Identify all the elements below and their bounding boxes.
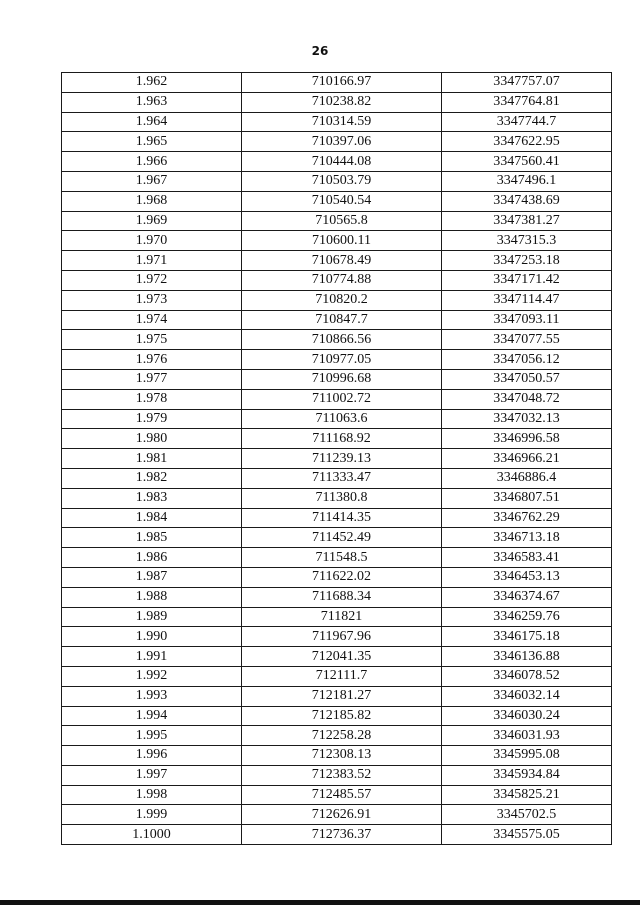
table-row [62, 429, 612, 449]
table-row [62, 92, 612, 112]
table-row [62, 607, 612, 627]
page-number: 26 [311, 44, 329, 58]
point-id-cell: 1.991 [62, 647, 242, 667]
x-coordinate-cell: 712185.82 [242, 706, 442, 726]
table-row [62, 468, 612, 488]
x-coordinate-cell: 711622.02 [242, 567, 442, 587]
x-coordinate-cell: 712258.28 [242, 726, 442, 746]
y-coordinate-cell: 3346583.41 [442, 548, 612, 568]
table-row [62, 270, 612, 290]
table-row [62, 449, 612, 469]
point-id-cell: 1.984 [62, 508, 242, 528]
y-coordinate-cell: 3346453.13 [442, 567, 612, 587]
point-id-cell: 1.998 [62, 785, 242, 805]
y-coordinate-cell: 3345934.84 [442, 765, 612, 785]
table-row [62, 152, 612, 172]
point-id-cell: 1.972 [62, 270, 242, 290]
table-row [62, 706, 612, 726]
point-id-cell: 1.983 [62, 488, 242, 508]
table-row [62, 627, 612, 647]
y-coordinate-cell: 3347114.47 [442, 290, 612, 310]
table-row [62, 330, 612, 350]
point-id-cell: 1.1000 [62, 825, 242, 845]
x-coordinate-cell: 710977.05 [242, 350, 442, 370]
x-coordinate-cell: 710996.68 [242, 369, 442, 389]
table-row [62, 132, 612, 152]
point-id-cell: 1.995 [62, 726, 242, 746]
table-row [62, 290, 612, 310]
table-row [62, 805, 612, 825]
y-coordinate-cell: 3347253.18 [442, 251, 612, 271]
y-coordinate-cell: 3347032.13 [442, 409, 612, 429]
x-coordinate-cell: 710540.54 [242, 191, 442, 211]
x-coordinate-cell: 712383.52 [242, 765, 442, 785]
table-row [62, 488, 612, 508]
table-row [62, 666, 612, 686]
table-body [62, 73, 612, 845]
x-coordinate-cell: 711821 [242, 607, 442, 627]
x-coordinate-cell: 712485.57 [242, 785, 442, 805]
table-row [62, 251, 612, 271]
y-coordinate-cell: 3347050.57 [442, 369, 612, 389]
y-coordinate-cell: 3347744.7 [442, 112, 612, 132]
x-coordinate-cell: 710397.06 [242, 132, 442, 152]
point-id-cell: 1.986 [62, 548, 242, 568]
y-coordinate-cell: 3347077.55 [442, 330, 612, 350]
table-row [62, 765, 612, 785]
point-id-cell: 1.992 [62, 666, 242, 686]
bottom-rule [0, 900, 640, 905]
y-coordinate-cell: 3347764.81 [442, 92, 612, 112]
x-coordinate-cell: 710565.8 [242, 211, 442, 231]
point-id-cell: 1.966 [62, 152, 242, 172]
table-row [62, 587, 612, 607]
x-coordinate-cell: 711239.13 [242, 449, 442, 469]
point-id-cell: 1.970 [62, 231, 242, 251]
point-id-cell: 1.962 [62, 73, 242, 93]
y-coordinate-cell: 3346175.18 [442, 627, 612, 647]
y-coordinate-cell: 3347056.12 [442, 350, 612, 370]
point-id-cell: 1.980 [62, 429, 242, 449]
y-coordinate-cell: 3346259.76 [442, 607, 612, 627]
x-coordinate-cell: 711452.49 [242, 528, 442, 548]
table-row [62, 409, 612, 429]
table-row [62, 350, 612, 370]
table-row [62, 508, 612, 528]
y-coordinate-cell: 3346966.21 [442, 449, 612, 469]
y-coordinate-cell: 3346032.14 [442, 686, 612, 706]
y-coordinate-cell: 3347048.72 [442, 389, 612, 409]
table-row [62, 310, 612, 330]
x-coordinate-cell: 712736.37 [242, 825, 442, 845]
coordinates-table [61, 72, 612, 845]
y-coordinate-cell: 3346078.52 [442, 666, 612, 686]
point-id-cell: 1.982 [62, 468, 242, 488]
point-id-cell: 1.987 [62, 567, 242, 587]
y-coordinate-cell: 3347757.07 [442, 73, 612, 93]
point-id-cell: 1.999 [62, 805, 242, 825]
point-id-cell: 1.964 [62, 112, 242, 132]
table-row [62, 825, 612, 845]
x-coordinate-cell: 712626.91 [242, 805, 442, 825]
point-id-cell: 1.996 [62, 746, 242, 766]
x-coordinate-cell: 710678.49 [242, 251, 442, 271]
x-coordinate-cell: 711168.92 [242, 429, 442, 449]
point-id-cell: 1.981 [62, 449, 242, 469]
y-coordinate-cell: 3346374.67 [442, 587, 612, 607]
x-coordinate-cell: 710600.11 [242, 231, 442, 251]
table-row [62, 389, 612, 409]
point-id-cell: 1.974 [62, 310, 242, 330]
point-id-cell: 1.968 [62, 191, 242, 211]
y-coordinate-cell: 3347622.95 [442, 132, 612, 152]
table-row [62, 647, 612, 667]
table-row [62, 567, 612, 587]
point-id-cell: 1.975 [62, 330, 242, 350]
table-row [62, 548, 612, 568]
table-row [62, 211, 612, 231]
y-coordinate-cell: 3346136.88 [442, 647, 612, 667]
x-coordinate-cell: 710774.88 [242, 270, 442, 290]
table-row [62, 686, 612, 706]
x-coordinate-cell: 710503.79 [242, 171, 442, 191]
y-coordinate-cell: 3347496.1 [442, 171, 612, 191]
y-coordinate-cell: 3346031.93 [442, 726, 612, 746]
table-row [62, 112, 612, 132]
x-coordinate-cell: 711967.96 [242, 627, 442, 647]
x-coordinate-cell: 712308.13 [242, 746, 442, 766]
point-id-cell: 1.967 [62, 171, 242, 191]
y-coordinate-cell: 3345575.05 [442, 825, 612, 845]
x-coordinate-cell: 711548.5 [242, 548, 442, 568]
point-id-cell: 1.978 [62, 389, 242, 409]
point-id-cell: 1.963 [62, 92, 242, 112]
y-coordinate-cell: 3346807.51 [442, 488, 612, 508]
point-id-cell: 1.985 [62, 528, 242, 548]
point-id-cell: 1.988 [62, 587, 242, 607]
y-coordinate-cell: 3345825.21 [442, 785, 612, 805]
x-coordinate-cell: 712181.27 [242, 686, 442, 706]
y-coordinate-cell: 3346713.18 [442, 528, 612, 548]
y-coordinate-cell: 3347438.69 [442, 191, 612, 211]
point-id-cell: 1.989 [62, 607, 242, 627]
x-coordinate-cell: 712111.7 [242, 666, 442, 686]
y-coordinate-cell: 3346886.4 [442, 468, 612, 488]
y-coordinate-cell: 3346030.24 [442, 706, 612, 726]
x-coordinate-cell: 711414.35 [242, 508, 442, 528]
x-coordinate-cell: 710444.08 [242, 152, 442, 172]
x-coordinate-cell: 710847.7 [242, 310, 442, 330]
point-id-cell: 1.973 [62, 290, 242, 310]
point-id-cell: 1.971 [62, 251, 242, 271]
x-coordinate-cell: 710820.2 [242, 290, 442, 310]
x-coordinate-cell: 711380.8 [242, 488, 442, 508]
x-coordinate-cell: 711333.47 [242, 468, 442, 488]
x-coordinate-cell: 710238.82 [242, 92, 442, 112]
x-coordinate-cell: 711002.72 [242, 389, 442, 409]
point-id-cell: 1.976 [62, 350, 242, 370]
table-row [62, 785, 612, 805]
x-coordinate-cell: 712041.35 [242, 647, 442, 667]
y-coordinate-cell: 3346996.58 [442, 429, 612, 449]
point-id-cell: 1.977 [62, 369, 242, 389]
point-id-cell: 1.990 [62, 627, 242, 647]
point-id-cell: 1.993 [62, 686, 242, 706]
table-row [62, 231, 612, 251]
x-coordinate-cell: 710314.59 [242, 112, 442, 132]
y-coordinate-cell: 3345702.5 [442, 805, 612, 825]
x-coordinate-cell: 710166.97 [242, 73, 442, 93]
x-coordinate-cell: 711688.34 [242, 587, 442, 607]
y-coordinate-cell: 3347171.42 [442, 270, 612, 290]
table-row [62, 746, 612, 766]
y-coordinate-cell: 3347093.11 [442, 310, 612, 330]
table-row [62, 369, 612, 389]
y-coordinate-cell: 3345995.08 [442, 746, 612, 766]
y-coordinate-cell: 3347315.3 [442, 231, 612, 251]
table-row [62, 726, 612, 746]
point-id-cell: 1.994 [62, 706, 242, 726]
point-id-cell: 1.969 [62, 211, 242, 231]
table-row [62, 191, 612, 211]
x-coordinate-cell: 710866.56 [242, 330, 442, 350]
y-coordinate-cell: 3346762.29 [442, 508, 612, 528]
point-id-cell: 1.997 [62, 765, 242, 785]
table-row [62, 528, 612, 548]
y-coordinate-cell: 3347560.41 [442, 152, 612, 172]
point-id-cell: 1.979 [62, 409, 242, 429]
table-row [62, 171, 612, 191]
table-row [62, 73, 612, 93]
point-id-cell: 1.965 [62, 132, 242, 152]
x-coordinate-cell: 711063.6 [242, 409, 442, 429]
y-coordinate-cell: 3347381.27 [442, 211, 612, 231]
